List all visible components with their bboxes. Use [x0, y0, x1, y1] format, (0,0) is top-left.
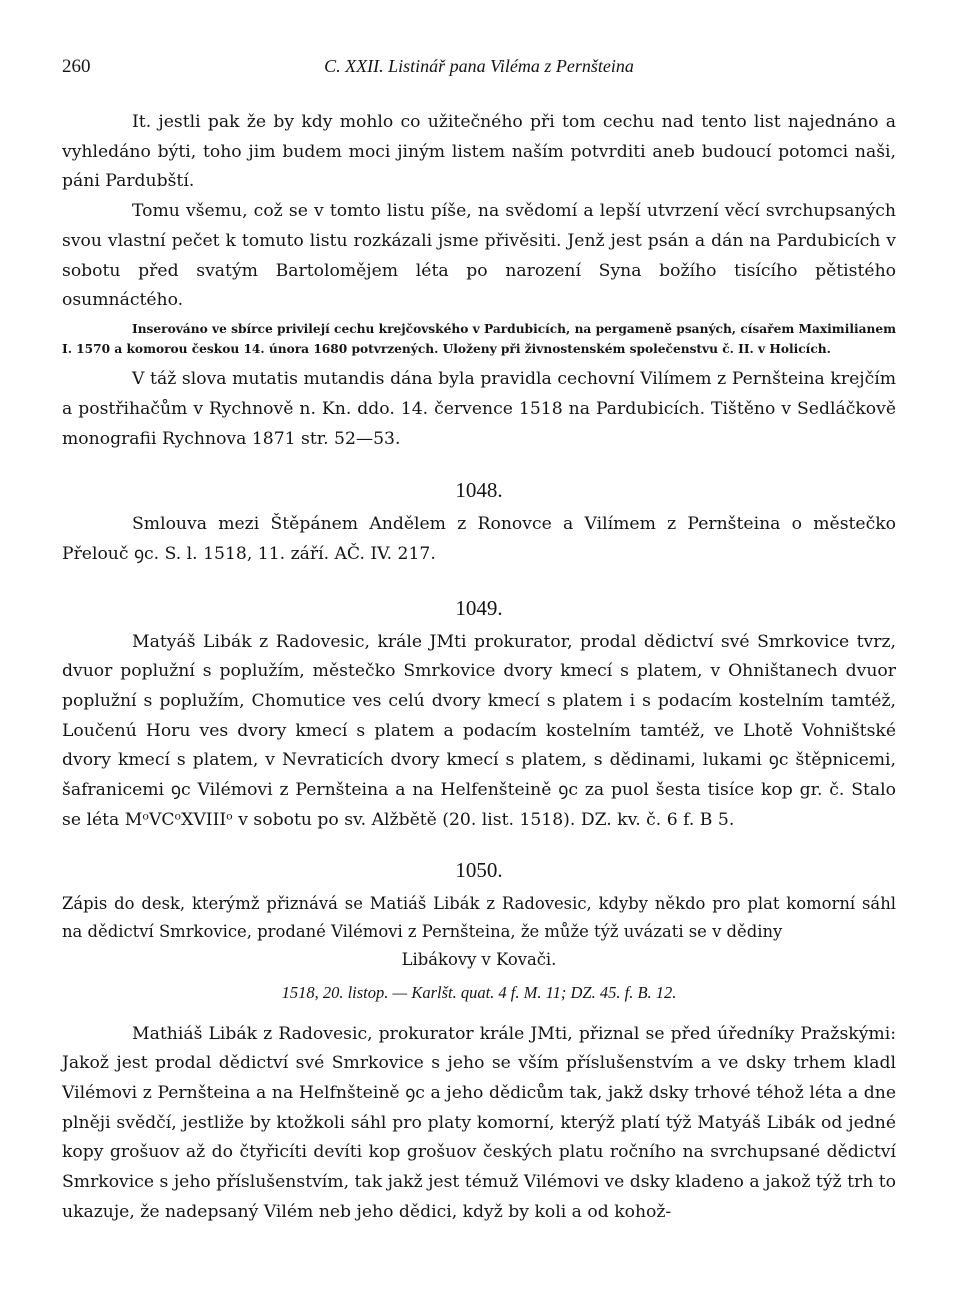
document-number-1048: 1048. [455, 478, 503, 503]
editorial-note: Inserováno ve sbírce privilejí cechu krejčovského v Pardubicích, na pergameně psaných, císařem Maximilianem I. 1570 a komorou českou 14. února 1680 potvrzených. Uloženy při živnostenském společenstvu č. II. v Holicích. [62, 321, 896, 356]
regest-1048: Smlouva mezi Štěpánem Andělem z Ronovce a Vilímem z Pernšteina o městečko Přelouč ꝯc. S. l. 1518, 11. září. AČ. IV. 217. [62, 514, 896, 564]
text-1050: Mathiáš Libák z Radovesic, prokurator krále JMti, přiznal se před úředníky Pražskými: Jakož jest prodal dědictví své Smrkovice s jeho se vším příslušenstvím a ve dsky trhem kladl Vilémovi z Pernšteina a na Helfnšteině ꝯc a jeho dědicům tak, jakž dsky trhové téhož léta a dne plněji svědčí, jestliže by ktožkoli sáhl pro platy komorní, kterýž platí týž Matyáš Libák od jedné kopy grošuov až do čtyřicíti devíti kop grošuov českých platu ročního na svrchupsané dědictví Smrkovice s jeho příslušenstvím, tak jakž jest témuž Vilémovi ve dsky kladeno a jakož týž trh to ukazuje, že nadepsaný Vilém neb jeho dědici, když by koli a od kohož- [62, 1023, 896, 1222]
regest-1049: Matyáš Libák z Radovesic, krále JMti prokurator, prodal dědictví své Smrkovice tvrz, dvuor poplužní s poplužím, městečko Smrkovice dvory kmecí s platem, v Ohništanech dvuor poplužní s poplužím, Chomutice ves celú dvory kmecí s platem i s podacím kostelním tamtéž, Loučenú Horu ves dvory kmecí s platem a podacím kostelním tamtéž, ve Lhotě Vohništské dvory kmecí s platem, v Nevraticích dvory kmecí s platem, s dědinami, lukami ꝯc štěpnicemi, šafranicemi ꝯc Vilémovi z Pernšteina a na Helfenšteině ꝯc za puol šesta tisíce kop gr. č. Stalo se léta MᵒVCᵒXVIIIᵒ v sobotu po sv. Alžbětě (20. list. 1518). DZ. kv. č. 6 f. B 5. [62, 631, 896, 830]
paragraph-sealing-clause: Tomu všemu, což se v tomto listu píše, na svědomí a lepší utvrzení věcí svrchupsaných svou vlastní pečet k tomuto listu rozkázali jsme přivěsiti. Jenž jest psán a dán na Pardubicích v sobotu před svatým Bartolomějem léta po narození Syna božího tisícího pětistého osumnáctého. [62, 201, 896, 311]
paragraph-continuation: It. jestli pak že by kdy mohlo co užitečného při tom cechu nad tento list najednáno a vyhledáno býti, toho jim budem moci jiným listem naším potvrditi aneb budoucí potomci naši, páni Pardubští. [62, 112, 896, 192]
document-body [62, 108, 896, 1227]
regest-1050: Zápis do desk, kterýmž přiznává se Matiáš Libák z Radovesic, kdyby někdo pro plat komorní sáhl na dědictví Smrkovice, prodané Vilémovi z Pernšteina, že může týž uvázati se v dědiny [62, 893, 896, 941]
running-title: C. XXII. Listinář pana Viléma z Pernšteina [324, 56, 634, 76]
running-header [62, 56, 896, 82]
regest-1050-last-line: Libákovy v Kovači. [401, 949, 557, 969]
date-line-1050: 1518, 20. listop. — Karlšt. quat. 4 f. M. 11; DZ. 45. f. B. 12. [281, 982, 677, 1002]
document-number-1050: 1050. [455, 857, 503, 882]
paragraph-related-charter: V táž slova mutatis mutandis dána byla pravidla cechovní Vilímem z Pernšteina krejčím a postřihačům v Rychnově n. Kn. ddo. 14. července 1518 na Pardubicích. Tištěno v Sedláčkově monografii Rychnova 1871 str. 52—53. [62, 369, 896, 449]
page-number: 260 [62, 56, 91, 77]
document-number-1049: 1049. [455, 595, 503, 620]
